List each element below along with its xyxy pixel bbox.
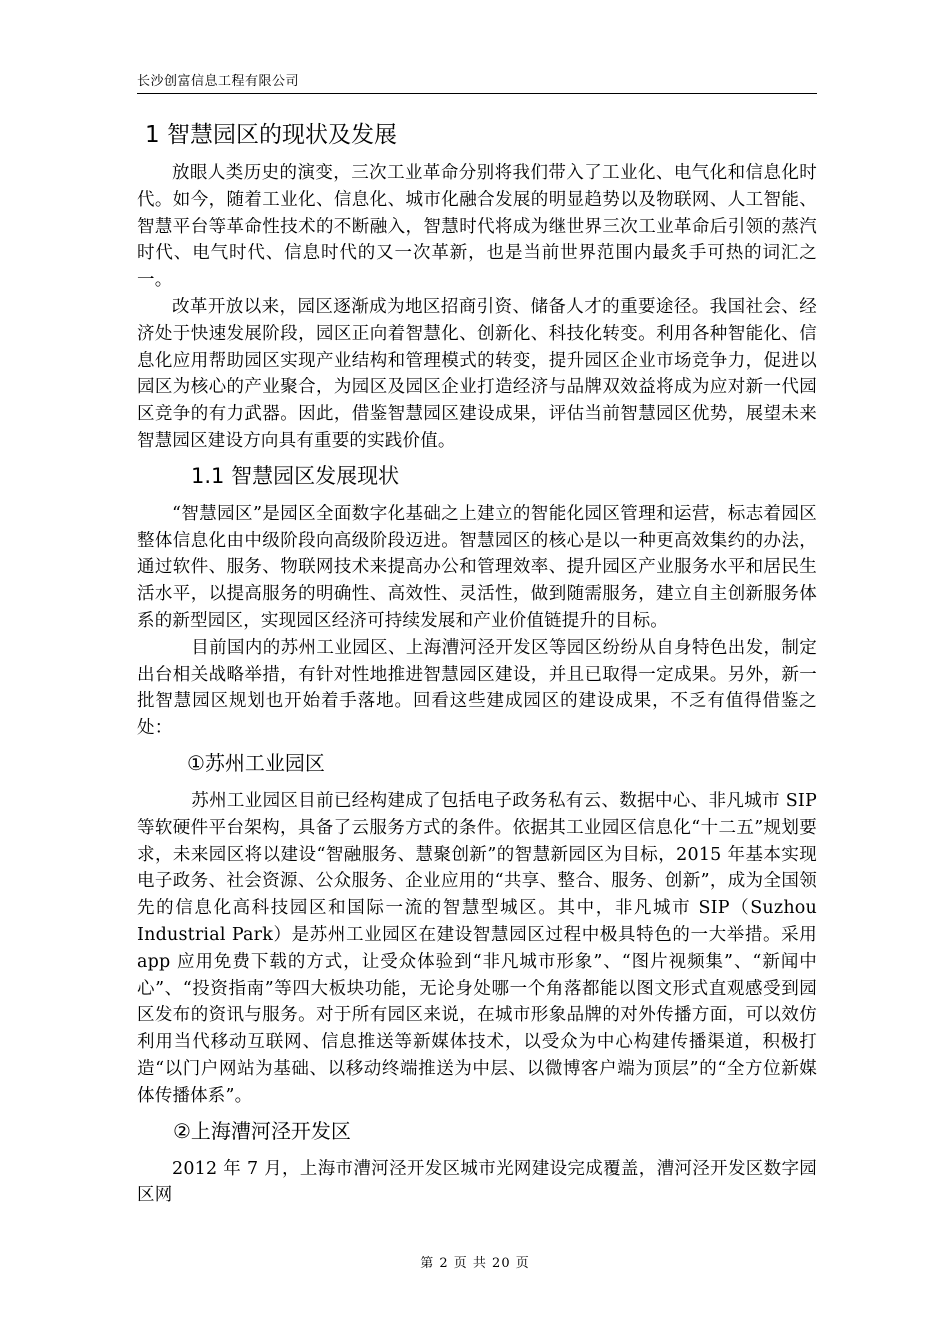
suzhou-paragraph: 苏州工业园区目前已经构建成了包括电子政务私有云、数据中心、非凡城市 SIP 等软硬件平台架构，具备了云服务方式的条件。依据其工业园区信息化“十二五”规划要求，未来园区将以建设“智融服务、慧聚创新”的智慧新园区为目标，2015 年基本实现电子政务、社会资源、公众服务、企业应用的“共享、整合、服务、创新”，成为全国领先的信息化高科技园区和国际一流的智慧型城区。其中，非凡城市 SIP（Suzhou Industrial Park）是苏州工业园区在建设智慧园区过程中极具特色的一大举措。采用 app 应用免费下载的方式，让受众体验到“非凡城市形象”、“图片视频集”、“新闻中心”、“投资指南”等四大板块功能，无论身处哪一个角落都能以图文形式直观感受到园区发布的资讯与服务。对于所有园区来说，在城市形象品牌的对外传播方面，可以效仿利用当代移动互联网、信息推送等新媒体技术，以受众为中心构建传播渠道，积极打造“以门户网站为基础、以移动终端推送为中层、以微博客户端为顶层”的“全方位新媒体传播体系”。 bbox=[137, 790, 817, 1106]
page-footer bbox=[0, 1252, 950, 1271]
section-1-1-paragraph-1: “智慧园区”是园区全面数字化基础之上建立的智能化园区管理和运营，标志着园区整体信息化由中级阶段向高级阶段迈进。智慧园区的核心是以一种更高效集约的办法，通过软件、服务、物联网技术来提高办公和管理效率、提升园区产业服务水平和居民生活水平，以提高服务的明确性、高效性、灵活性，做到随需服务，建立自主创新服务体系的新型园区，实现园区经济可持续发展和产业价值链提升的目标。 bbox=[137, 503, 817, 631]
shanghai-paragraph: 2012 年 7 月，上海市漕河泾开发区城市光网建设完成覆盖，漕河泾开发区数字园区网 bbox=[137, 1158, 817, 1206]
section-1-1-paragraph-2: 目前国内的苏州工业园区、上海漕河泾开发区等园区纷纷从自身特色出发，制定出台相关战略举措，有针对性地推进智慧园区建设，并且已取得一定成果。另外，新一批智慧园区规划也开始着手落地。回看这些建成园区的建设成果，不乏有值得借鉴之处： bbox=[137, 637, 817, 739]
company-name: 长沙创富信息工程有限公司 bbox=[137, 74, 300, 89]
page-header bbox=[137, 74, 817, 94]
section-1-paragraph-1: 放眼人类历史的演变，三次工业革命分别将我们带入了工业化、电气化和信息化时代。如今，随着工业化、信息化、城市化融合发展的明显趋势以及物联网、人工智能、智慧平台等革命性技术的不断融入，智慧时代将成为继世界三次工业革命后引领的蒸汽时代、电气时代、信息时代的又一次革新，也是当前世界范围内最炙手可热的词汇之一。 bbox=[137, 163, 817, 291]
section-1-title: 1 智慧园区的现状及发展 bbox=[145, 122, 397, 148]
shanghai-title: ②上海漕河泾开发区 bbox=[173, 1118, 351, 1143]
page-number: 第 2 页 共 20 页 bbox=[420, 1256, 530, 1271]
section-1-paragraph-2: 改革开放以来，园区逐渐成为地区招商引资、储备人才的重要途径。我国社会、经济处于快速发展阶段，园区正向着智慧化、创新化、科技化转变。利用各种智能化、信息化应用帮助园区实现产业结构和管理模式的转变，提升园区企业市场竞争力，促进以园区为核心的产业聚合，为园区及园区企业打造经济与品牌双效益将成为应对新一代园区竞争的有力武器。因此，借鉴智慧园区建设成果，评估当前智慧园区优势，展望未来智慧园区建设方向具有重要的实践价值。 bbox=[137, 296, 817, 451]
suzhou-title: ①苏州工业园区 bbox=[187, 750, 325, 775]
document-body bbox=[137, 118, 817, 1209]
section-1-1-title: 1.1 智慧园区发展现状 bbox=[191, 463, 400, 488]
